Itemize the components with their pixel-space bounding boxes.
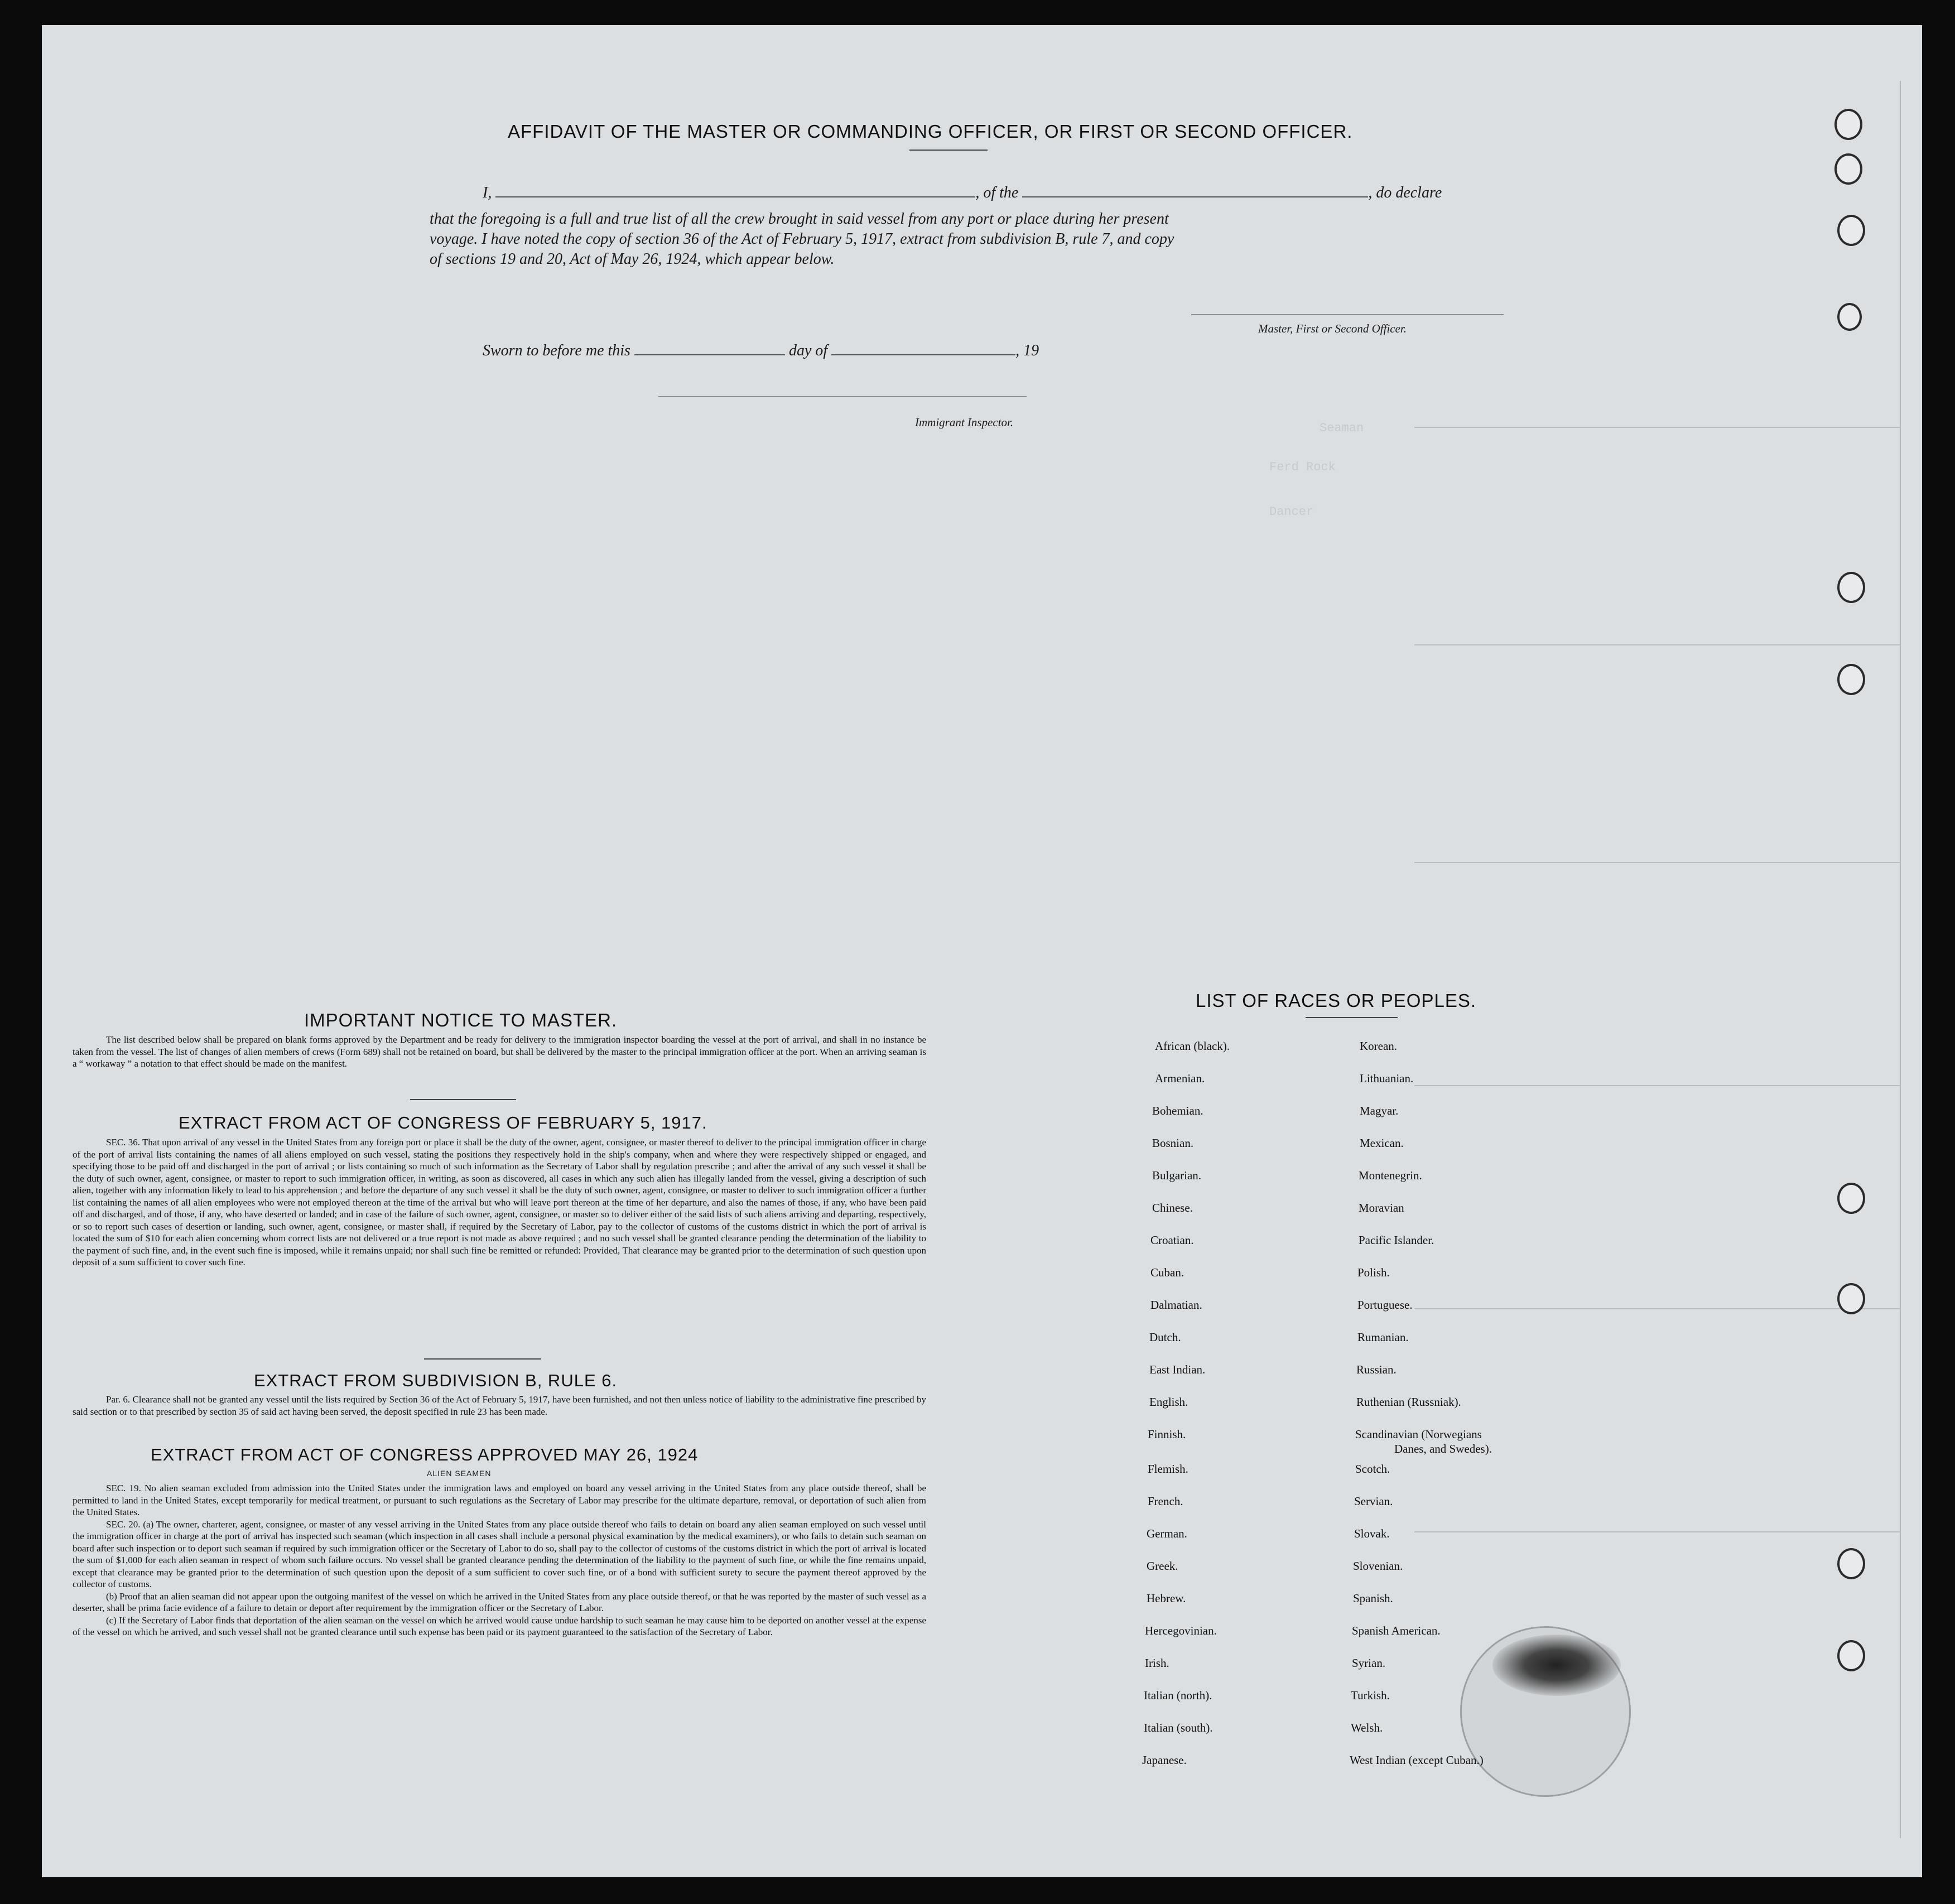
race-item: Slovak.	[1354, 1527, 1390, 1540]
punch-hole	[1837, 215, 1865, 246]
inspector-signature-line[interactable]	[658, 396, 1027, 397]
race-item: Bulgarian.	[1152, 1169, 1202, 1182]
i-label: I,	[483, 184, 492, 201]
race-item: East Indian.	[1149, 1363, 1206, 1376]
sworn-label: Sworn to before me this	[483, 342, 630, 359]
manifest-page	[42, 25, 1922, 1877]
punch-hole	[1837, 1283, 1865, 1314]
race-item: West Indian (except Cuban.)	[1350, 1753, 1484, 1767]
bleed-through-text: Dancer	[1269, 505, 1314, 519]
bleed-vertical-line	[1900, 81, 1901, 1838]
race-item: Italian (north).	[1144, 1689, 1212, 1702]
signature-line[interactable]	[1191, 314, 1504, 315]
punch-hole	[1837, 1183, 1865, 1214]
of-the-label: , of the	[975, 184, 1019, 201]
race-item: Moravian	[1359, 1201, 1404, 1214]
race-item: Japanese.	[1142, 1753, 1187, 1767]
race-item: Dutch.	[1149, 1331, 1181, 1344]
bleed-through-text: Seaman	[1320, 421, 1364, 435]
section-rule	[410, 1099, 516, 1100]
section-rule	[424, 1358, 541, 1360]
ink-stamp-mark	[1492, 1635, 1621, 1696]
race-item: Hebrew.	[1147, 1592, 1186, 1605]
bleed-through-text: Ferd Rock	[1269, 460, 1336, 474]
race-item: French.	[1148, 1495, 1183, 1508]
alien-seamen-subtitle: ALIEN SEAMEN	[427, 1469, 492, 1478]
race-item: Scandinavian (Norwegians	[1355, 1428, 1482, 1441]
sec-20b-text: (b) Proof that an alien seaman did not appear upon the outgoing manifest of the vessel on which he arrived in the United States from any place outside thereof, or that he was reported by the master of such vessel as a deserter, shall be prima facie evidence of a failure to detain or deport after requirement by the immigration officer or the Secretary of Labor.	[73, 1590, 926, 1613]
day-of-label: day of	[788, 342, 828, 359]
race-item: Spanish American.	[1352, 1624, 1441, 1637]
notice-title: IMPORTANT NOTICE TO MASTER.	[304, 1010, 618, 1030]
races-title: LIST OF RACES OR PEOPLES.	[1196, 990, 1477, 1011]
do-declare-label: , do declare	[1368, 184, 1442, 201]
extract-1924-title: EXTRACT FROM ACT OF CONGRESS APPROVED MAY 26, 1924	[151, 1445, 699, 1464]
race-item: Lithuanian.	[1360, 1072, 1414, 1085]
punch-hole	[1837, 664, 1865, 695]
race-item: German.	[1147, 1527, 1187, 1540]
bleed-line	[1414, 862, 1900, 863]
title-rule	[909, 150, 988, 151]
sec-20a-text: SEC. 20. (a) The owner, charterer, agent, consignee, or master of any vessel arriving in the United States from any place outside thereof who fails to detain on board any alien seaman employed on such vessel until the immigration officer in charge at the port of arrival has inspected such seaman (which inspection in all cases shall include a personal physical examination by the medical examiners), or who fails to detain such seaman on board after such inspection or to deport such seaman if required by such immigration officer or the Secretary of Labor to do so, shall pay to the collector of customs of the customs district in which the port of arrival is located the sum of $1,000 for each alien seaman in respect of whom such failure occurs. No vessel shall be granted clearance pending the determination of the liability to the payment of such fine, or while the fine remains unpaid, except that clearance may be granted prior to the determination of such question upon the deposit of a sum sufficient to cover such fine, or of a bond with sufficient surety to secure the payment thereof approved by the collector of customs.	[73, 1519, 926, 1589]
extract-rule6-text: Par. 6. Clearance shall not be granted any vessel until the lists required by Section 36 of the Act of February 5, 1917, have been furnished, and not then unless notice of liability to the administrative fine prescribed by said section or to that prescribed by section 35 of said act having been served, the deposit specified in rule 23 has been made.	[73, 1394, 926, 1417]
race-item: Chinese.	[1152, 1201, 1193, 1214]
race-item: English.	[1149, 1395, 1188, 1409]
race-item: Welsh.	[1351, 1721, 1383, 1734]
race-item: Croatian.	[1150, 1233, 1194, 1247]
race-item: Danes, and Swedes).	[1394, 1442, 1492, 1455]
race-item: Irish.	[1145, 1656, 1169, 1670]
race-item: Rumanian.	[1357, 1331, 1409, 1344]
race-item: Mexican.	[1360, 1136, 1404, 1150]
bleed-line	[1414, 427, 1900, 428]
race-item: Italian (south).	[1144, 1721, 1213, 1734]
race-item: Portuguese.	[1357, 1298, 1413, 1312]
bleed-line	[1414, 1308, 1900, 1309]
sec-19-text: SEC. 19. No alien seaman excluded from admission into the United States under the immigration laws and employed on board any vessel arriving in the United States from any place outside thereof, shall be permitted to land in the United States, except temporarily for medical treatment, or pursuant to such regulations as the Secretary of Labor may prescribe for the ultimate departure, removal, or deportation of such alien from the United States.	[73, 1483, 926, 1517]
race-item: Armenian.	[1155, 1072, 1205, 1085]
race-item: Montenegrin.	[1359, 1169, 1422, 1182]
race-item: African (black).	[1155, 1039, 1230, 1053]
signature-caption: Master, First or Second Officer.	[1258, 322, 1407, 335]
bleed-line	[1414, 1531, 1900, 1532]
punch-hole	[1837, 1548, 1865, 1579]
punch-hole	[1834, 109, 1862, 140]
affidavit-line-3: voyage. I have noted the copy of section 36 of the Act of February 5, 1917, extract from subdivision B, rule 7, and copy	[430, 230, 1174, 248]
race-item: Ruthenian (Russniak).	[1356, 1395, 1461, 1409]
affidavit-title: AFFIDAVIT OF THE MASTER OR COMMANDING OFFICER, OR FIRST OR SECOND OFFICER.	[508, 121, 1353, 142]
inspector-caption: Immigrant Inspector.	[915, 416, 1014, 429]
notice-text: The list described below shall be prepared on blank forms approved by the Department and be ready for delivery to the immigration inspector boarding the vessel at the port of arrival, and shall in no instance be taken from the vessel. The list of changes of alien members of crews (Form 689) shall not be retained on board, but shall be delivered by the master to the principal immigration officer at the port. When an arriving seaman is a “ workaway ” a notation to that effect should be made on the manifest.	[73, 1034, 926, 1069]
race-item: Korean.	[1360, 1039, 1398, 1053]
race-item: Syrian.	[1352, 1656, 1386, 1670]
race-item: Scotch.	[1355, 1462, 1390, 1476]
sec-20c-text: (c) If the Secretary of Labor finds that deportation of the alien seaman on the vessel on which he arrived would cause undue hardship to such seaman he may cause him to be deported on another vessel at the expense of the vessel on which he arrived, and such vessel shall not be granted clearance until such expense has been paid or its payment guaranteed to the satisfaction of the Secretary of Labor.	[73, 1614, 926, 1637]
race-item: Greek.	[1147, 1559, 1178, 1573]
sworn-month-field[interactable]	[831, 354, 1015, 355]
affidavit-line-4: of sections 19 and 20, Act of May 26, 1924, which appear below.	[430, 250, 835, 268]
sworn-line	[483, 342, 1039, 360]
race-item: Turkish.	[1351, 1689, 1390, 1702]
race-item: Bohemian.	[1152, 1104, 1203, 1117]
punch-hole	[1837, 1640, 1865, 1671]
year-label: , 19	[1015, 342, 1039, 359]
race-item: Bosnian.	[1152, 1136, 1194, 1150]
race-item: Dalmatian.	[1150, 1298, 1202, 1312]
punch-hole	[1834, 153, 1862, 185]
race-item: Cuban.	[1150, 1266, 1184, 1279]
race-item: Russian.	[1356, 1363, 1397, 1376]
punch-hole	[1837, 303, 1862, 331]
punch-hole	[1837, 572, 1865, 603]
master-name-field[interactable]	[495, 196, 975, 197]
title-rule	[1306, 1017, 1398, 1018]
race-item: Finnish.	[1148, 1428, 1186, 1441]
race-item: Hercegovinian.	[1145, 1624, 1217, 1637]
race-item: Slovenian.	[1353, 1559, 1403, 1573]
extract-rule6-title: EXTRACT FROM SUBDIVISION B, RULE 6.	[254, 1371, 618, 1390]
affidavit-line-1	[483, 184, 1442, 202]
extract-1917-text: SEC. 36. That upon arrival of any vessel in the United States from any foreign port or place it shall be the duty of the owner, agent, consignee, or master thereof to deliver to the principal immigration officer in charge of the port of arrival lists containing the names of all aliens employed on such vessel, stating the positions they respectively hold in the ship's company, when and where they were respectively shipped or engaged, and specifying those to be paid off and discharged in the port of arrival ; or lists containing so much of such information as the Secretary of Labor shall by regulation prescribe ; and after the arrival of any such vessel it shall be the duty of such owner, agent, consignee, or master to report to such immigration officer, in writing, as soon as discovered, all cases in which any such alien has illegally landed from the vessel, giving a description of such alien, together with any information likely to lead to his apprehension ; and before the departure of any such vessel it shall be the duty of such owner, agent, consignee, or master to deliver to such immigration officer a further list containing the names of all alien employees who were not employed thereon at the time of the arrival but who will leave port thereon at the time of her departure, and also the names of those, if any, who have been paid off and discharged, and of those, if any, who have deserted or landed; and in case of the failure of such owner, agent, consignee, or master so to deliver either of the said lists of such aliens arriving and departing, respectively, or so to report such cases of desertion or landing, such owner, agent, consignee, or master shall, if required by the Secretary of Labor, pay to the collector of customs of the customs district in which the port of arrival is located the sum of $10 for each alien concerning whom correct lists are not delivered or a true report is not made as above required ; and no such vessel shall be granted clearance pending the determination of the liability to the payment of such fine, and, in the event such fine is imposed, while it remains unpaid; nor shall such fine be remitted or refunded: Provided, That clearance may be granted prior to the determination of such question upon deposit of a sum sufficient to cover such fine.	[73, 1137, 926, 1267]
race-item: Pacific Islander.	[1359, 1233, 1434, 1247]
sworn-day-field[interactable]	[634, 354, 785, 355]
bleed-line	[1414, 1085, 1900, 1086]
vessel-name-field[interactable]	[1022, 196, 1368, 197]
race-item: Magyar.	[1360, 1104, 1399, 1117]
extract-1917-title: EXTRACT FROM ACT OF CONGRESS OF FEBRUARY 5, 1917.	[179, 1113, 707, 1132]
race-item: Flemish.	[1148, 1462, 1188, 1476]
race-item: Spanish.	[1353, 1592, 1393, 1605]
extract-1924-body	[73, 1482, 926, 1638]
affidavit-body	[430, 209, 1523, 269]
race-item: Polish.	[1357, 1266, 1390, 1279]
bleed-line	[1414, 644, 1900, 645]
affidavit-line-2: that the foregoing is a full and true list of all the crew brought in said vessel from any port or place during her present	[430, 210, 1169, 228]
race-item: Servian.	[1354, 1495, 1393, 1508]
